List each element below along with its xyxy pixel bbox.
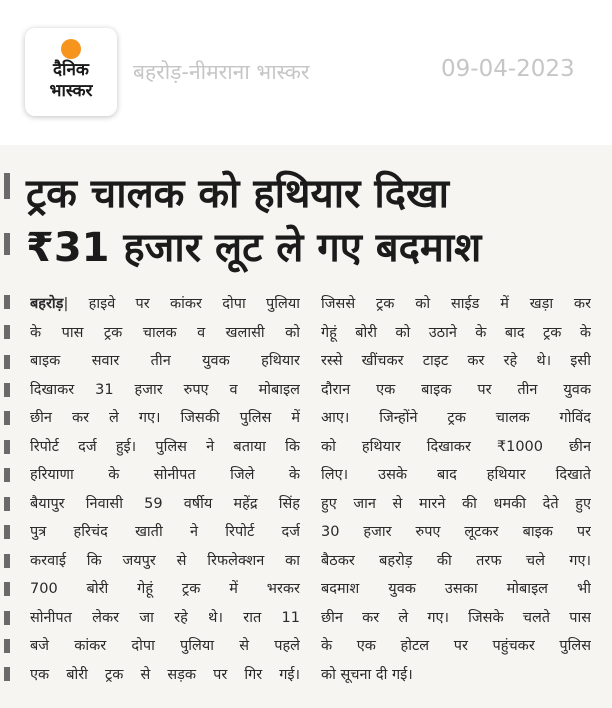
headline-line-1: ट्रक चालक को हथियार दिखा bbox=[26, 171, 450, 217]
text-line: सोनीपत लेकर जा रहे थे। रात 11 bbox=[30, 609, 300, 626]
headline-line-2: ₹31 हजार लूट ले गए बदमाश bbox=[26, 225, 482, 271]
article-column-right bbox=[321, 290, 591, 689]
text-line: गेहूं बोरी को उठाने के बाद ट्रक के bbox=[321, 324, 591, 341]
dateline: बहरोड़ bbox=[30, 296, 64, 312]
text-line: रिपोर्ट दर्ज हुई। पुलिस ने बताया कि bbox=[30, 438, 300, 455]
text-line: दौरान एक बाइक पर तीन युवक bbox=[321, 381, 591, 398]
text-line: लिए। उसके बाद हथियार दिखाते bbox=[321, 467, 591, 483]
article-column-left bbox=[30, 290, 300, 689]
text-line: के पास ट्रक चालक व खलासी को bbox=[30, 324, 300, 341]
text-line: बजे कांकर दोपा पुलिया से पहले bbox=[30, 638, 300, 654]
text-line: बाइक सवार तीन युवक हथियार bbox=[30, 353, 300, 369]
text-line: के एक होटल पर पहुंचकर पुलिस bbox=[321, 638, 591, 654]
text-line: रस्से खींचकर टाइट कर रहे थे। इसी bbox=[321, 353, 591, 369]
text-line: जिससे ट्रक को साईड में खड़ा कर bbox=[321, 296, 591, 312]
news-clipping bbox=[0, 145, 612, 708]
text-line: को सूचना दी गई। bbox=[321, 666, 413, 683]
adjacent-column-edge bbox=[0, 145, 14, 708]
text-line: छीन कर ले गए। जिसके चलते पास bbox=[321, 609, 591, 626]
text-line: छीन कर ले गए। जिसकी पुलिस में bbox=[30, 410, 300, 426]
edition-name: बहरोड़-नीमराना भास्कर bbox=[133, 60, 310, 84]
page-header bbox=[0, 0, 612, 145]
text-line: बदमाश युवक उसका मोबाइल भी bbox=[321, 581, 591, 597]
logo-text-line2: भास्कर bbox=[49, 81, 93, 101]
text-line: दिखाकर 31 हजार रुपए व मोबाइल bbox=[30, 381, 300, 398]
text-line: एक बोरी ट्रक से सड़क पर गिर गई। bbox=[30, 666, 300, 683]
text-line: पुत्र हरिचंद खाती ने रिपोर्ट दर्ज bbox=[30, 524, 300, 540]
sun-icon bbox=[61, 39, 81, 59]
text-line: करवाई कि जयपुर से रिफलेक्शन का bbox=[30, 552, 300, 569]
text-line: बैठकर बहरोड़ की तरफ चले गए। bbox=[321, 552, 591, 569]
text-line: 700 बोरी गेहूं ट्रक में भरकर bbox=[30, 581, 300, 597]
text-line: हरियाणा के सोनीपत जिले के bbox=[30, 467, 300, 483]
text-line: 30 हजार रुपए लूटकर बाइक पर bbox=[321, 524, 591, 540]
text-line: हुए जान से मारने की धमकी देते हुए bbox=[321, 495, 591, 512]
text-line: आए। जिन्होंने ट्रक चालक गोविंद bbox=[321, 410, 591, 426]
text-line: को हथियार दिखाकर ₹1000 छीन bbox=[321, 438, 591, 455]
edition-date: 09-04-2023 bbox=[441, 56, 575, 82]
dainik-bhaskar-logo bbox=[25, 28, 117, 116]
logo-text-line1: दैनिक bbox=[53, 60, 89, 80]
text-line: बैयापुर निवासी 59 वर्षीय महेंद्र सिंह bbox=[30, 495, 300, 512]
text-line: बहरोड़| हाइवे पर कांकर दोपा पुलिया bbox=[30, 296, 300, 312]
